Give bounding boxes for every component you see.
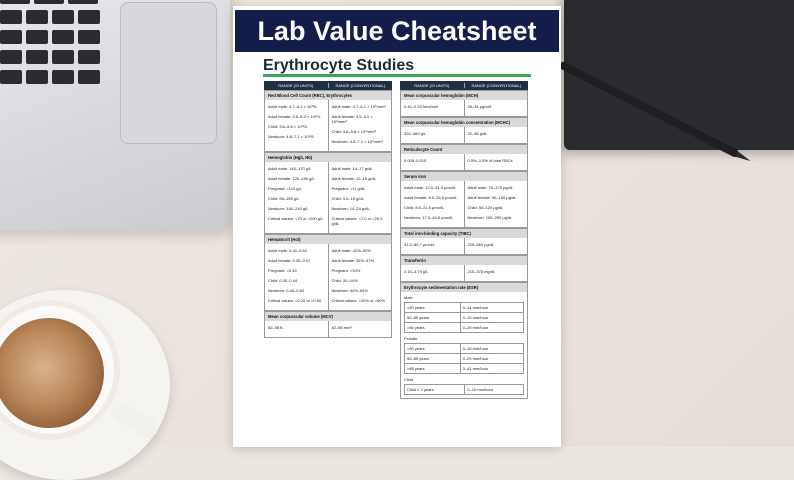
- range-value: Newborn: 140–240 g/L: [268, 206, 309, 211]
- table-row: [405, 303, 524, 313]
- lab-block: [400, 228, 528, 255]
- left-column: [264, 81, 392, 338]
- keyboard-row: [0, 30, 180, 44]
- lab-block: [400, 144, 528, 171]
- laptop: [0, 0, 230, 230]
- conventional-range-cell: [464, 238, 528, 254]
- range-value: Critical values: <20% or >60%: [331, 298, 386, 303]
- keyboard-row: [0, 0, 180, 4]
- rate-cell: 0–29 mm/hour: [460, 323, 523, 333]
- range-value: 0.40–0.53 fmol/cell: [404, 104, 438, 109]
- si-range-cell: [401, 265, 464, 281]
- range-value: 320–360 g/L: [404, 131, 427, 136]
- keyboard-row: [0, 50, 180, 64]
- range-value: Newborn: 4.8–7.1 × 10⁶/mm³: [331, 139, 383, 144]
- si-range-cell: [265, 321, 328, 337]
- column-header: [264, 81, 392, 90]
- table-row: [405, 323, 524, 333]
- range-value: Newborn: 4.8–7.1 × 10¹²/L: [268, 134, 315, 139]
- esr-table: [404, 302, 524, 333]
- range-value: Adult female: 50–150 μg/dL: [467, 195, 517, 200]
- range-value: Child: 3.6–5.8 × 10⁶/mm³: [331, 129, 376, 134]
- lab-block: [264, 152, 392, 234]
- range-value: Adult female: 0.35–0.47: [268, 258, 311, 263]
- age-cell: <50 years: [405, 344, 461, 354]
- table-row: [405, 364, 524, 374]
- range-value: 0.005–0.015: [404, 158, 427, 163]
- lab-block: [400, 171, 528, 228]
- range-value: 26–34 pg/cell: [467, 104, 492, 109]
- si-range-cell: [401, 181, 464, 227]
- esr-group-label: Child: [404, 377, 414, 382]
- esr-table: [404, 384, 524, 395]
- range-value: Child: 95–155 g/L: [268, 196, 300, 201]
- lab-block-title: Red Blood Cell Count (RBC), Erythrocytes: [265, 90, 391, 100]
- lab-block: [400, 117, 528, 144]
- rate-cell: 0–41 mm/hour: [460, 364, 523, 374]
- si-range-cell: [401, 127, 464, 143]
- conventional-range-cell: [464, 100, 528, 116]
- section-rule: [263, 74, 531, 77]
- range-value: Adult female: 8.9–26.8 μmol/L: [404, 195, 458, 200]
- range-value: Newborn: 0.44–0.64: [268, 288, 305, 293]
- range-value: Child: 3.6–5.8 × 10¹²/L: [268, 124, 308, 129]
- conventional-range-cell: [464, 127, 528, 143]
- range-value: 82–98 fL: [268, 325, 284, 330]
- range-value: Adult female: 35%–47%: [331, 258, 375, 263]
- table-row: [405, 385, 524, 395]
- range-value: Child: 9.5–15 g/dL: [331, 196, 364, 201]
- page-title: Lab Value Cheatsheet: [235, 10, 559, 52]
- range-value: Adult male: 4.7–6.1 × 10⁶/mm³: [331, 104, 386, 109]
- header-si: RANGE (SI UNITS): [278, 83, 314, 88]
- conventional-range-cell: [464, 265, 528, 281]
- si-range-cell: [265, 100, 328, 151]
- range-value: Newborn: 44%–64%: [331, 288, 368, 293]
- conventional-range-cell: [464, 154, 528, 170]
- range-value: Child: 50–120 μg/dL: [467, 205, 504, 210]
- si-range-cell: [401, 238, 464, 254]
- lab-block-title: Mean corpuscular volume (MCV): [265, 311, 391, 321]
- lab-block: [264, 311, 392, 338]
- range-value: Critical values: <0.20 or >0.60: [268, 298, 322, 303]
- age-cell: 50–85 years: [405, 313, 461, 323]
- header-conventional: RANGE (CONVENTIONAL): [464, 83, 529, 88]
- range-value: Adult female: 12–15 g/dL: [331, 176, 376, 181]
- range-value: Adult male: 42%–52%: [331, 248, 371, 253]
- rate-cell: 0–10 mm/hour: [465, 385, 524, 395]
- range-value: Critical values: <70 or >200 g/L: [268, 216, 324, 221]
- range-value: Pregnant: >11 g/dL: [331, 186, 366, 191]
- age-cell: Child ≤ 2 years: [405, 385, 465, 395]
- range-value: 229–360 μg/dL: [467, 242, 495, 247]
- range-value: Pregnant: >0.33: [268, 268, 297, 273]
- range-value: Child: 8.9–21.5 μmol/L: [404, 205, 445, 210]
- rate-cell: 0–14 mm/hour: [460, 303, 523, 313]
- lab-block: [264, 90, 392, 152]
- range-value: Newborn: 14–24 g/dL: [331, 206, 370, 211]
- lab-block-title: Total iron-binding capacity (TIBC): [401, 228, 527, 238]
- table-row: [405, 313, 524, 323]
- esr-table: [404, 343, 524, 374]
- keyboard-row: [0, 10, 180, 24]
- range-value: 215–375 mg/dL: [467, 269, 496, 274]
- header-conventional: RANGE (CONVENTIONAL): [328, 83, 393, 88]
- range-value: Child: 0.30–0.44: [268, 278, 298, 283]
- range-value: Adult female: 120–150 g/L: [268, 176, 315, 181]
- conventional-range-cell: [328, 244, 392, 310]
- table-row: [405, 354, 524, 364]
- lab-block: [400, 255, 528, 282]
- conventional-range-cell: [328, 321, 392, 337]
- range-value: Adult male: 4.7–6.1 × 10¹²/L: [268, 104, 318, 109]
- range-value: Adult female: 4.5–5.0 × 10¹²/L: [268, 114, 321, 119]
- range-value: Newborn: 100–250 μg/dL: [467, 215, 513, 220]
- age-cell: >85 years: [405, 323, 461, 333]
- si-range-cell: [265, 162, 328, 233]
- lab-block-title: Mean corpuscular hemoglobin concentration (MCHC): [401, 117, 527, 127]
- range-value: Adult male: 0.42–0.52: [268, 248, 307, 253]
- lab-block-title: Hematocrit (Hct): [265, 234, 391, 244]
- range-value: Adult male: 14–17 g/dL: [331, 166, 373, 171]
- range-value: Pregnant: >110 g/L: [268, 186, 302, 191]
- range-value: Adult male: 140–170 g/L: [268, 166, 312, 171]
- range-value: 41.2–80.7 μmol/L: [404, 242, 435, 247]
- range-value: 2.15–3.75 g/L: [404, 269, 429, 274]
- si-range-cell: [401, 100, 464, 116]
- age-cell: 50–85 years: [405, 354, 461, 364]
- right-column: [400, 81, 528, 399]
- range-value: Adult male: 12.5–31.3 μmol/L: [404, 185, 457, 190]
- conventional-range-cell: [328, 100, 392, 151]
- range-value: Newborn: 17.9–44.8 μmol/L: [404, 215, 454, 220]
- rate-cell: 0–29 mm/hour: [460, 354, 523, 364]
- lab-block: [400, 90, 528, 117]
- lab-block-title: Mean corpuscular hemoglobin (MCH): [401, 90, 527, 100]
- range-value: Child: 30–44%: [331, 278, 358, 283]
- conventional-range-cell: [328, 162, 392, 233]
- range-value: 0.5%–1.5% of total RBCs: [467, 158, 513, 163]
- age-cell: <50 years: [405, 303, 461, 313]
- esr-group-label: Male: [404, 295, 413, 300]
- range-value: Critical values: <7.0 or >20.0 g/dL: [331, 216, 383, 226]
- range-value: Adult male: 70–175 μg/dL: [467, 185, 514, 190]
- range-value: 82–98 mm³: [331, 325, 352, 330]
- lab-block-title: Reticulocyte Count: [401, 144, 527, 154]
- range-value: Adult female: 4.5–5.0 × 10⁶/mm³: [331, 114, 373, 124]
- esr-group-label: Female: [404, 336, 418, 341]
- header-si: RANGE (SI UNITS): [414, 83, 450, 88]
- si-range-cell: [401, 154, 464, 170]
- lab-block-title: Hemoglobin (Hgb, Hb): [265, 152, 391, 162]
- rate-cell: 0–19 mm/hour: [460, 313, 523, 323]
- conventional-range-cell: [464, 181, 528, 227]
- lab-block: [264, 234, 392, 311]
- keyboard-row: [0, 70, 180, 84]
- esr-title: Erythrocyte sedimentation rate (ESR): [401, 282, 527, 292]
- section-title: Erythrocyte Studies: [263, 57, 415, 74]
- esr-block: [400, 282, 528, 399]
- si-range-cell: [265, 244, 328, 310]
- rate-cell: 0–19 mm/hour: [460, 344, 523, 354]
- age-cell: >85 years: [405, 364, 461, 374]
- table-row: [405, 344, 524, 354]
- range-value: Pregnant: >33%: [331, 268, 361, 273]
- lab-block-title: Transferrin: [401, 255, 527, 265]
- range-value: 32–36 g/dL: [467, 131, 488, 136]
- lab-block-title: Serum iron: [401, 171, 527, 181]
- column-header: [400, 81, 528, 90]
